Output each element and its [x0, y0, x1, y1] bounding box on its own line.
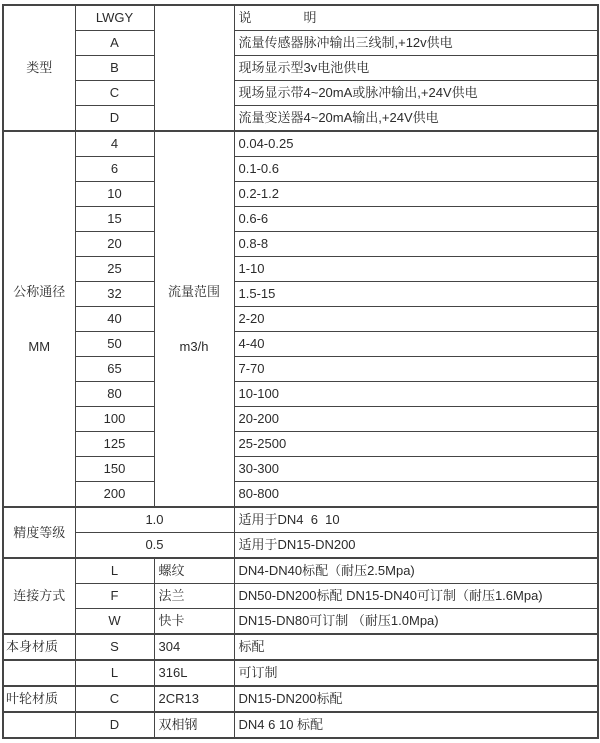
diameter-row	[3, 357, 598, 382]
material-row	[3, 686, 598, 712]
material-row	[3, 660, 598, 686]
material-name-cell: 2CR13	[154, 686, 234, 712]
dn-cell: 20	[75, 232, 154, 257]
type-empty-cell	[154, 5, 234, 131]
type-code-cell: C	[75, 81, 154, 106]
model-code-cell: LWGY	[75, 5, 154, 31]
accuracy-value-cell: 1.0	[75, 507, 234, 533]
range-cell: 0.04-0.25	[234, 131, 598, 157]
dn-cell: 80	[75, 382, 154, 407]
connection-desc-cell: DN50-DN200标配 DN15-DN40可订制（耐压1.6Mpa)	[234, 584, 598, 609]
label-line: m3/h	[179, 338, 209, 354]
type-desc-cell: 现场显示型3v电池供电	[234, 56, 598, 81]
type-row	[3, 56, 598, 81]
range-cell: 4-40	[234, 332, 598, 357]
material-label-cell	[3, 712, 75, 738]
dn-cell: 15	[75, 207, 154, 232]
range-cell: 0.8-8	[234, 232, 598, 257]
dn-cell: 6	[75, 157, 154, 182]
label-line: MM	[28, 338, 51, 354]
diameter-row	[3, 157, 598, 182]
desc-header-cell: 说 明	[234, 5, 598, 31]
diameter-row	[3, 282, 598, 307]
connection-code-cell: L	[75, 558, 154, 584]
connection-name-cell: 快卡	[154, 609, 234, 635]
range-cell: 0.2-1.2	[234, 182, 598, 207]
range-cell: 0.6-6	[234, 207, 598, 232]
label-line: 流量范围	[167, 284, 220, 300]
dn-cell: 200	[75, 482, 154, 508]
label-line: 公称通径	[13, 284, 66, 300]
dn-cell: 65	[75, 357, 154, 382]
material-label-cell	[3, 660, 75, 686]
dn-cell: 150	[75, 457, 154, 482]
connection-row	[3, 584, 598, 609]
diameter-row	[3, 257, 598, 282]
diameter-row	[3, 332, 598, 357]
type-code-cell: A	[75, 31, 154, 56]
range-cell: 7-70	[234, 357, 598, 382]
material-code-cell: S	[75, 634, 154, 660]
range-cell: 1.5-15	[234, 282, 598, 307]
connection-name-cell: 法兰	[154, 584, 234, 609]
material-name-cell: 双相钢	[154, 712, 234, 738]
dn-cell: 25	[75, 257, 154, 282]
material-code-cell: D	[75, 712, 154, 738]
accuracy-value-cell: 0.5	[75, 533, 234, 559]
range-cell: 2-20	[234, 307, 598, 332]
material-row	[3, 712, 598, 738]
range-cell: 80-800	[234, 482, 598, 508]
section-label-diameter	[3, 131, 75, 507]
diameter-row	[3, 407, 598, 432]
accuracy-desc-cell: 适用于DN15-DN200	[234, 533, 598, 559]
header-row	[3, 5, 598, 31]
diameter-row	[3, 131, 598, 157]
section-label-impeller-material: 叶轮材质	[3, 686, 75, 712]
range-cell: 1-10	[234, 257, 598, 282]
accuracy-desc-cell: 适用于DN4 6 10	[234, 507, 598, 533]
material-row	[3, 634, 598, 660]
connection-code-cell: W	[75, 609, 154, 635]
connection-desc-cell: DN4-DN40标配（耐压2.5Mpa)	[234, 558, 598, 584]
section-label-connection: 连接方式	[3, 558, 75, 634]
connection-desc-cell: DN15-DN80可订制 （耐压1.0Mpa)	[234, 609, 598, 635]
type-desc-cell: 流量变送器4~20mA输出,+24V供电	[234, 106, 598, 132]
accuracy-row	[3, 533, 598, 559]
type-code-cell: D	[75, 106, 154, 132]
type-row	[3, 31, 598, 56]
connection-name-cell: 螺纹	[154, 558, 234, 584]
material-desc-cell: DN4 6 10 标配	[234, 712, 598, 738]
dn-cell: 125	[75, 432, 154, 457]
material-code-cell: L	[75, 660, 154, 686]
dn-cell: 4	[75, 131, 154, 157]
diameter-row	[3, 457, 598, 482]
diameter-row	[3, 432, 598, 457]
flow-range-label-cell	[154, 131, 234, 507]
connection-row	[3, 609, 598, 635]
range-cell: 25-2500	[234, 432, 598, 457]
diameter-row	[3, 307, 598, 332]
dn-cell: 40	[75, 307, 154, 332]
material-name-cell: 304	[154, 634, 234, 660]
type-row	[3, 81, 598, 106]
type-desc-cell: 现场显示带4~20mA或脉冲输出,+24V供电	[234, 81, 598, 106]
material-desc-cell: DN15-DN200标配	[234, 686, 598, 712]
type-code-cell: B	[75, 56, 154, 81]
connection-row	[3, 558, 598, 584]
dn-cell: 50	[75, 332, 154, 357]
range-cell: 10-100	[234, 382, 598, 407]
diameter-row	[3, 382, 598, 407]
connection-code-cell: F	[75, 584, 154, 609]
dn-cell: 100	[75, 407, 154, 432]
material-name-cell: 316L	[154, 660, 234, 686]
section-label-body-material: 本身材质	[3, 634, 75, 660]
diameter-row	[3, 482, 598, 508]
material-desc-cell: 可订制	[234, 660, 598, 686]
material-code-cell: C	[75, 686, 154, 712]
diameter-row	[3, 232, 598, 257]
material-desc-cell: 标配	[234, 634, 598, 660]
dn-cell: 32	[75, 282, 154, 307]
type-row	[3, 106, 598, 132]
range-cell: 30-300	[234, 457, 598, 482]
type-desc-cell: 流量传感器脉冲输出三线制,+12v供电	[234, 31, 598, 56]
flowmeter-spec-table	[2, 4, 599, 739]
range-cell: 20-200	[234, 407, 598, 432]
diameter-row	[3, 182, 598, 207]
accuracy-row	[3, 507, 598, 533]
section-label-accuracy: 精度等级	[3, 507, 75, 558]
section-label-type: 类型	[3, 5, 75, 131]
dn-cell: 10	[75, 182, 154, 207]
diameter-row	[3, 207, 598, 232]
range-cell: 0.1-0.6	[234, 157, 598, 182]
